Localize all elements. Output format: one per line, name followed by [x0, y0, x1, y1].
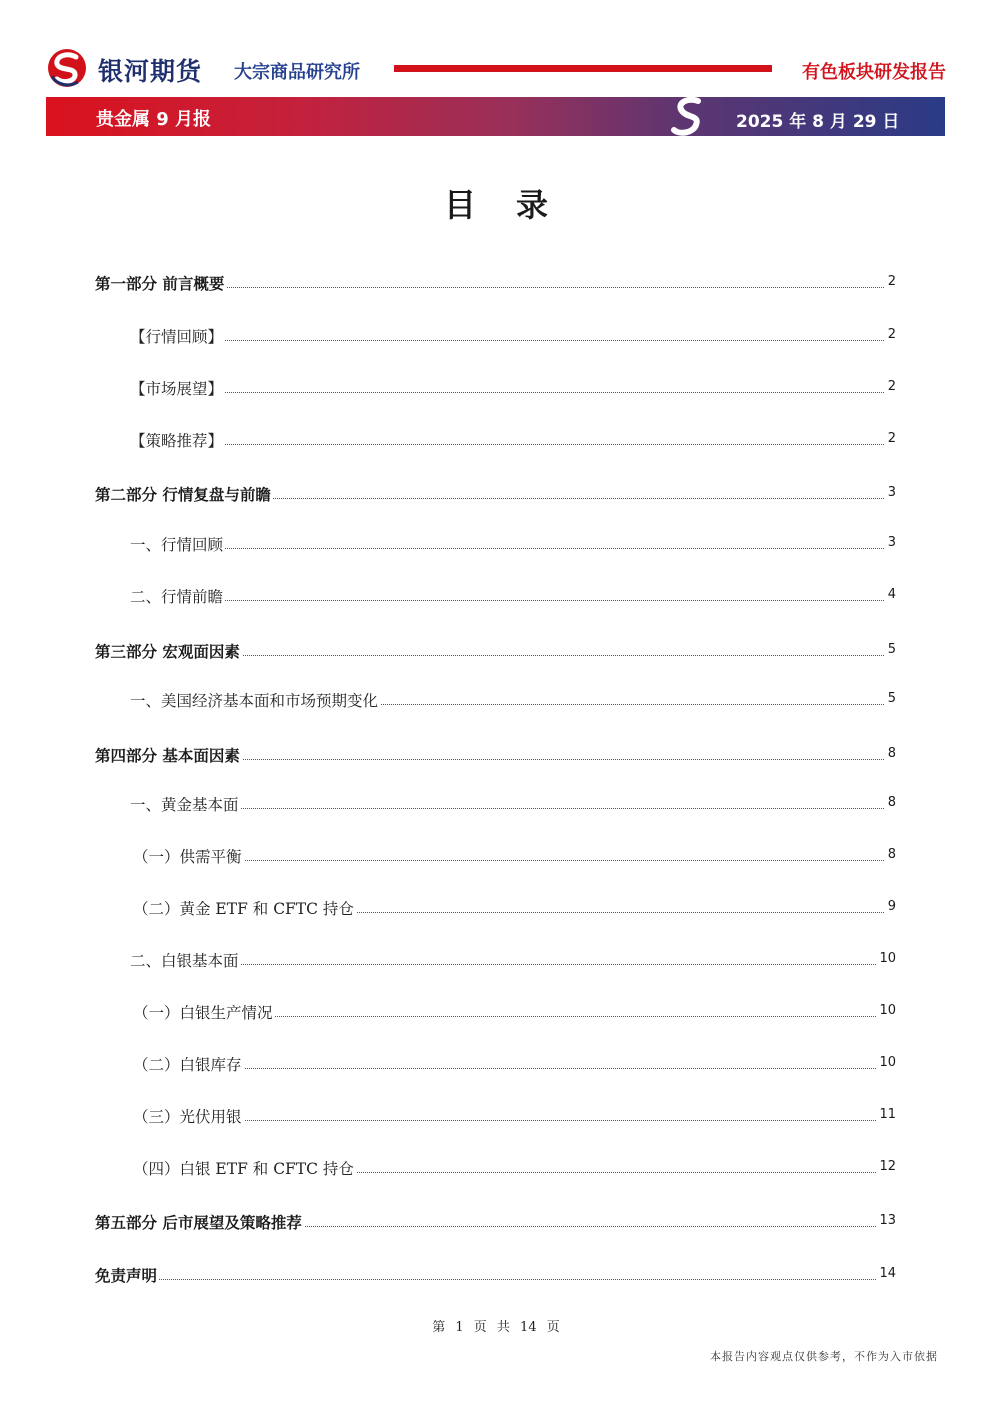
toc-leader-dots: [130, 808, 894, 809]
toc-entry-label: 第五部分 后市展望及策略推荐: [95, 1211, 304, 1233]
toc-entry-label: 一、美国经济基本面和市场预期变化: [130, 689, 380, 711]
toc-leader-dots: [130, 548, 894, 549]
toc-entry-label: （二）白银库存: [133, 1053, 244, 1075]
toc-entry[interactable]: [0, 483, 992, 507]
toc-entry-label: 免责声明: [95, 1264, 159, 1286]
toc-entry-label: 一、行情回顾: [130, 533, 225, 555]
toc-entry-page: 3: [885, 535, 896, 550]
toc-entry[interactable]: [0, 272, 992, 296]
toc-entry-label: 一、黄金基本面: [130, 793, 241, 815]
toc-entry[interactable]: [0, 1211, 992, 1235]
toc-entry-label: 【市场展望】: [130, 377, 225, 399]
toc-entry[interactable]: [0, 949, 992, 973]
toc-entry[interactable]: [0, 689, 992, 713]
toc-entry-label: 第一部分 前言概要: [95, 272, 226, 294]
toc-entry-label: 第二部分 行情复盘与前瞻: [95, 483, 273, 505]
toc-leader-dots: [130, 392, 894, 393]
toc-entry[interactable]: [0, 533, 992, 557]
toc-entry-page: 13: [876, 1213, 896, 1228]
toc-entry-label: 二、白银基本面: [130, 949, 241, 971]
toc-entry[interactable]: [0, 1105, 992, 1129]
toc-entry[interactable]: [0, 744, 992, 768]
toc-entry[interactable]: [0, 1053, 992, 1077]
toc-entry-page: 2: [885, 274, 896, 289]
toc-entry-label: 二、行情前瞻: [130, 585, 225, 607]
toc-entry-label: （一）供需平衡: [133, 845, 244, 867]
toc-entry-label: （三）光伏用银: [133, 1105, 244, 1127]
report-date: 2025 年 8 月 29 日: [736, 112, 900, 132]
header-red-rule: [394, 65, 772, 72]
toc-entry[interactable]: [0, 325, 992, 349]
toc-entry[interactable]: [0, 1157, 992, 1181]
toc-leader-dots: [95, 1279, 894, 1280]
toc-entry[interactable]: [0, 897, 992, 921]
banner-s-swoosh-icon: [668, 97, 708, 136]
toc-entry-page: 2: [885, 431, 896, 446]
report-header: [46, 46, 946, 92]
toc-leader-dots: [133, 860, 894, 861]
toc-entry[interactable]: [0, 377, 992, 401]
toc-entry-page: 10: [876, 951, 896, 966]
toc-entry[interactable]: [0, 1001, 992, 1025]
toc-entry-page: 14: [876, 1266, 896, 1281]
toc-entry-page: 8: [885, 847, 896, 862]
toc-entry[interactable]: [0, 793, 992, 817]
toc-entry-label: （二）黄金 ETF 和 CFTC 持仓: [133, 897, 356, 919]
toc-leader-dots: [133, 1068, 894, 1069]
institute-name: 大宗商品研究所: [234, 62, 360, 83]
toc-entry-label: 【策略推荐】: [130, 429, 225, 451]
toc-entry-label: 第三部分 宏观面因素: [95, 640, 242, 662]
toc-leader-dots: [130, 600, 894, 601]
toc-entry[interactable]: [0, 640, 992, 664]
toc-entry-page: 12: [876, 1159, 896, 1174]
disclaimer-note: 本报告内容观点仅供参考，不作为入市依据: [710, 1350, 938, 1363]
toc-entry-page: 5: [885, 642, 896, 657]
toc-entry-label: 第四部分 基本面因素: [95, 744, 242, 766]
report-title: 贵金属 9 月报: [96, 109, 212, 130]
toc-leader-dots: [133, 1120, 894, 1121]
toc-entry-label: （四）白银 ETF 和 CFTC 持仓: [133, 1157, 356, 1179]
report-type: 有色板块研发报告: [802, 62, 946, 83]
toc-entry-page: 8: [885, 795, 896, 810]
toc-entry[interactable]: [0, 429, 992, 453]
page-number: 第 1 页 共 14 页: [432, 1320, 560, 1335]
toc-entry-page: 10: [876, 1055, 896, 1070]
toc-entry[interactable]: [0, 1264, 992, 1288]
toc-entry-page: 11: [876, 1107, 896, 1122]
toc-entry-page: 10: [876, 1003, 896, 1018]
toc-entry-page: 9: [885, 899, 896, 914]
toc-leader-dots: [130, 340, 894, 341]
toc-entry[interactable]: [0, 585, 992, 609]
toc-entry[interactable]: [0, 845, 992, 869]
toc-heading: 目录: [443, 186, 588, 224]
toc-leader-dots: [130, 444, 894, 445]
toc-entry-page: 4: [885, 587, 896, 602]
toc-entry-page: 2: [885, 327, 896, 342]
toc-entry-page: 8: [885, 746, 896, 761]
title-banner: [46, 97, 945, 136]
galaxy-futures-logo-icon: [46, 48, 88, 88]
toc-entry-label: （一）白银生产情况: [133, 1001, 275, 1023]
toc-entry-page: 2: [885, 379, 896, 394]
toc-entry-page: 3: [885, 485, 896, 500]
toc-entry-label: 【行情回顾】: [130, 325, 225, 347]
toc-leader-dots: [130, 964, 894, 965]
brand-name: 银河期货: [98, 57, 203, 86]
toc-entry-page: 5: [885, 691, 896, 706]
